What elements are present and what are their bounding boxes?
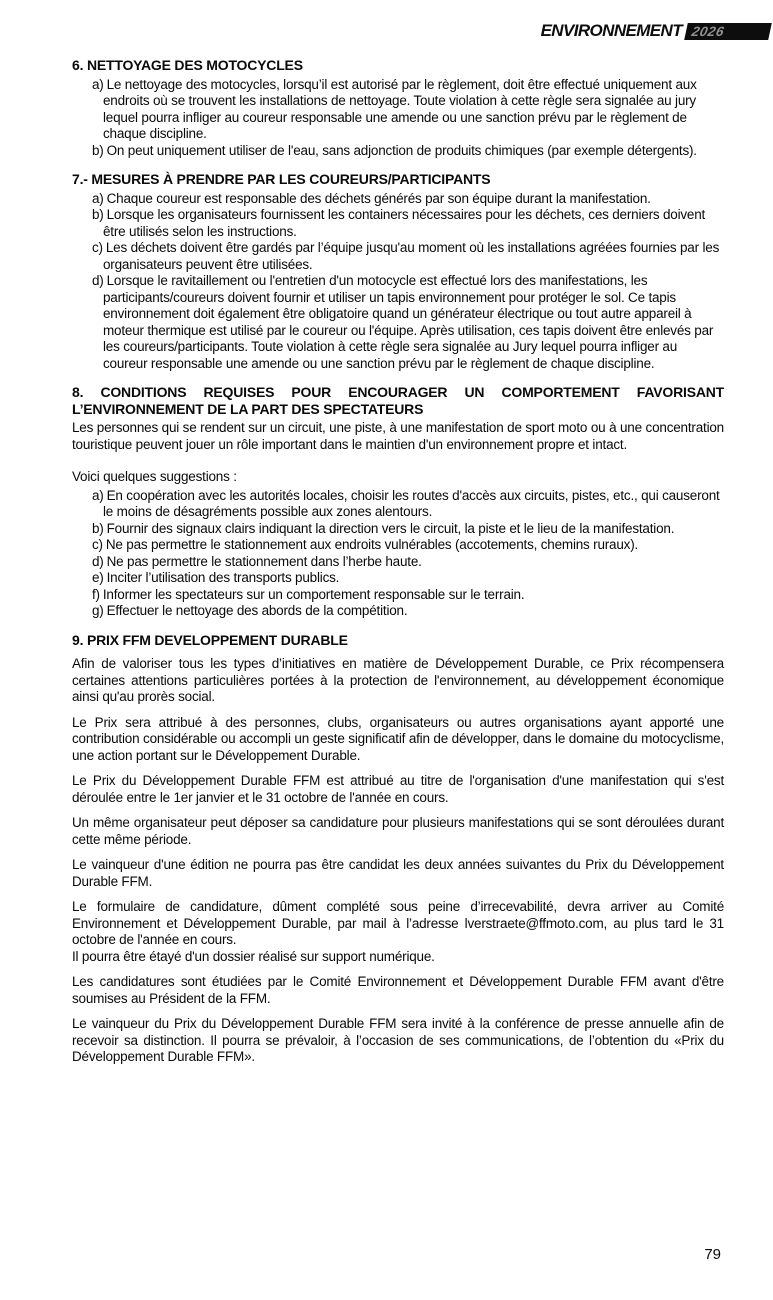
list-text: Fournir des signaux clairs indiquant la direction vers le circuit, la piste et le lieu de la manifestation.	[106, 520, 675, 536]
list-marker: g)	[92, 603, 104, 618]
paragraph: Les candidatures sont étudiées par le Comité Environnement et Développement Durable FFM avant d'être soumises au Président de la FFM.	[72, 974, 724, 1006]
list-item	[72, 143, 724, 160]
page-content	[72, 57, 724, 1075]
section-6-heading: 6. NETTOYAGE DES MOTOCYCLES	[72, 57, 303, 73]
environnement-wordmark: ENVIRONNEMENT	[540, 21, 682, 40]
list-text: Chaque coureur est responsable des déchets générés par son équipe durant la manifestation.	[106, 190, 651, 206]
list-item	[72, 77, 724, 143]
paragraph: Le vainqueur du Prix du Développement Durable FFM sera invité à la conférence de presse annuelle afin de recevoir sa distinction. Il pourra se prévaloir, à l’occasion de ses communications, de l’obtention du «Prix du Développement Durable FFM».	[72, 1016, 724, 1064]
paragraph: Un même organisateur peut déposer sa candidature pour plusieurs manifestations qui se sont déroulées durant cette même période.	[72, 815, 724, 847]
list-marker: f)	[92, 586, 100, 602]
list-item	[72, 207, 724, 240]
list-item	[72, 273, 724, 372]
list-marker: b)	[92, 142, 104, 158]
section-9-heading: 9. PRIX FFM DEVELOPPEMENT DURABLE	[72, 631, 348, 648]
section-8-heading: 8. CONDITIONS REQUISES POUR ENCOURAGER UN COMPORTEMENT FAVORISANT L’ENVIRONNEMENT DE LA PART DES SPECTATEURS	[72, 384, 724, 417]
section-7-heading: 7.- MESURES À PRENDRE PAR LES COUREURS/PARTICIPANTS	[72, 171, 491, 187]
page-header	[0, 22, 770, 40]
paragraph: Le formulaire de candidature, dûment complété sous peine d’irrecevabilité, devra arriver au Comité Environnement et Développement Durable, par mail à l’adresse lverstraete@ffmoto.com, au plus tard le 31 octobre de l'année en cours.	[72, 899, 724, 947]
paragraph: Le vainqueur d'une édition ne pourra pas être candidat les deux années suivantes du Prix du Développement Durable FFM.	[72, 857, 724, 889]
list-text: Ne pas permettre le stationnement dans l’herbe haute.	[106, 553, 422, 569]
list-marker: d)	[92, 273, 104, 288]
list-item	[72, 521, 724, 538]
list-marker: b)	[92, 520, 104, 536]
list-marker: a)	[92, 487, 104, 503]
list-marker: c)	[92, 240, 103, 255]
list-item	[72, 488, 724, 521]
paragraph: Le Prix du Développement Durable FFM est attribué au titre de l'organisation d'une manifestation qui s'est déroulée entre le 1er janvier et le 31 octobre de l'année en cours.	[72, 773, 724, 805]
list-text: Informer les spectateurs sur un comportement responsable sur le terrain.	[102, 586, 525, 602]
list-text: Ne pas permettre le stationnement aux endroits vulnérables (accotements, chemins ruraux).	[105, 537, 639, 552]
section-6-nettoyage-des-motocycles	[72, 57, 724, 159]
paragraph: Afin de valoriser tous les types d’initiatives en matière de Développement Durable, ce Prix récompensera certaines attentions particulières portées à la protection de l'environnement, au développement économique ainsi qu'au prorès social.	[72, 656, 724, 704]
section-8-conditions-spectateurs	[72, 384, 724, 620]
list-text: Inciter l’utilisation des transports publics.	[106, 570, 340, 585]
list-marker: c)	[92, 537, 103, 552]
list-item	[72, 191, 724, 208]
list-item	[72, 240, 724, 273]
list-text: En coopération avec les autorités locales, choisir les routes d'accès aux circuits, pistes, etc., qui causeront le moins de désagréments possible aux zones alentours.	[103, 487, 720, 519]
list-text: Lorsque les organisateurs fournissent les containers nécessaires pour les déchets, ces derniers doivent être utilisés selon les instructions.	[103, 207, 706, 239]
list-marker: d)	[92, 553, 104, 569]
year-badge	[684, 23, 772, 40]
list-marker: e)	[92, 570, 104, 585]
year-label: 2026	[690, 23, 726, 39]
list-text: Les déchets doivent être gardés par l’équipe jusqu'au moment où les installations agréées fournies par les organisateurs peuvent être utilisées.	[103, 240, 720, 272]
list-marker: a)	[92, 76, 104, 92]
page-number: 79	[704, 1246, 721, 1263]
list-marker: b)	[92, 207, 104, 222]
list-marker: a)	[92, 190, 104, 206]
list-item	[72, 587, 724, 604]
list-item	[72, 570, 724, 587]
list-text: Lorsque le ravitaillement ou l'entretien d'un motocycle est effectué lors des manifestations, les participants/coureurs doivent fournir et utiliser un tapis environnement pour protéger le sol. Ce tapis environnement doit également être obligatoire quand un générateur électrique ou tout autre appareil à moteur thermique est utilisé par le coureur ou l'équipe. Après utilisation, ces tapis doivent être enlevés par les coureurs/participants. Toute violation à cette règle sera signalée au Jury lequel pourra infliger au coureur responsable une amende ou une sanction prévu par le règlement de chaque discipline.	[103, 273, 714, 371]
section-7-mesures-coureurs	[72, 171, 724, 372]
paragraph: Le Prix sera attribué à des personnes, clubs, organisateurs ou autres organisations ayant apporté une contribution considérable ou accompli un geste significatif afin de développer, dans le domaine du motocyclisme, une action portant sur le Développement Durable.	[72, 714, 724, 763]
suggestions-label: Voici quelques suggestions :	[72, 469, 237, 484]
list-text: On peut uniquement utiliser de l'eau, sans adjonction de produits chimiques (par exemple détergents).	[106, 142, 697, 158]
list-text: Effectuer le nettoyage des abords de la compétition.	[106, 603, 408, 618]
list-item	[72, 603, 724, 620]
spacer	[72, 453, 724, 469]
section-9-prix-ffm	[72, 632, 724, 1066]
paragraph: Il pourra être étayé d'un dossier réalisé sur support numérique.	[72, 948, 435, 964]
list-item	[72, 537, 724, 554]
list-text: Le nettoyage des motocycles, lorsqu’il est autorisé par le règlement, doit être effectué uniquement aux endroits où se trouvent les installations de nettoyage. Toute violation à cette règle sera signalée au jury lequel pourra infliger au coureur responsable une amende ou une sanction prévu par le règlement de chaque discipline.	[103, 76, 697, 141]
paragraph: Les personnes qui se rendent sur un circuit, une piste, à une manifestation de sport moto ou à une concentration touristique peuvent jouer un rôle important dans le maintien d'un environnement propre et intact.	[72, 420, 724, 452]
list-item	[72, 554, 724, 571]
